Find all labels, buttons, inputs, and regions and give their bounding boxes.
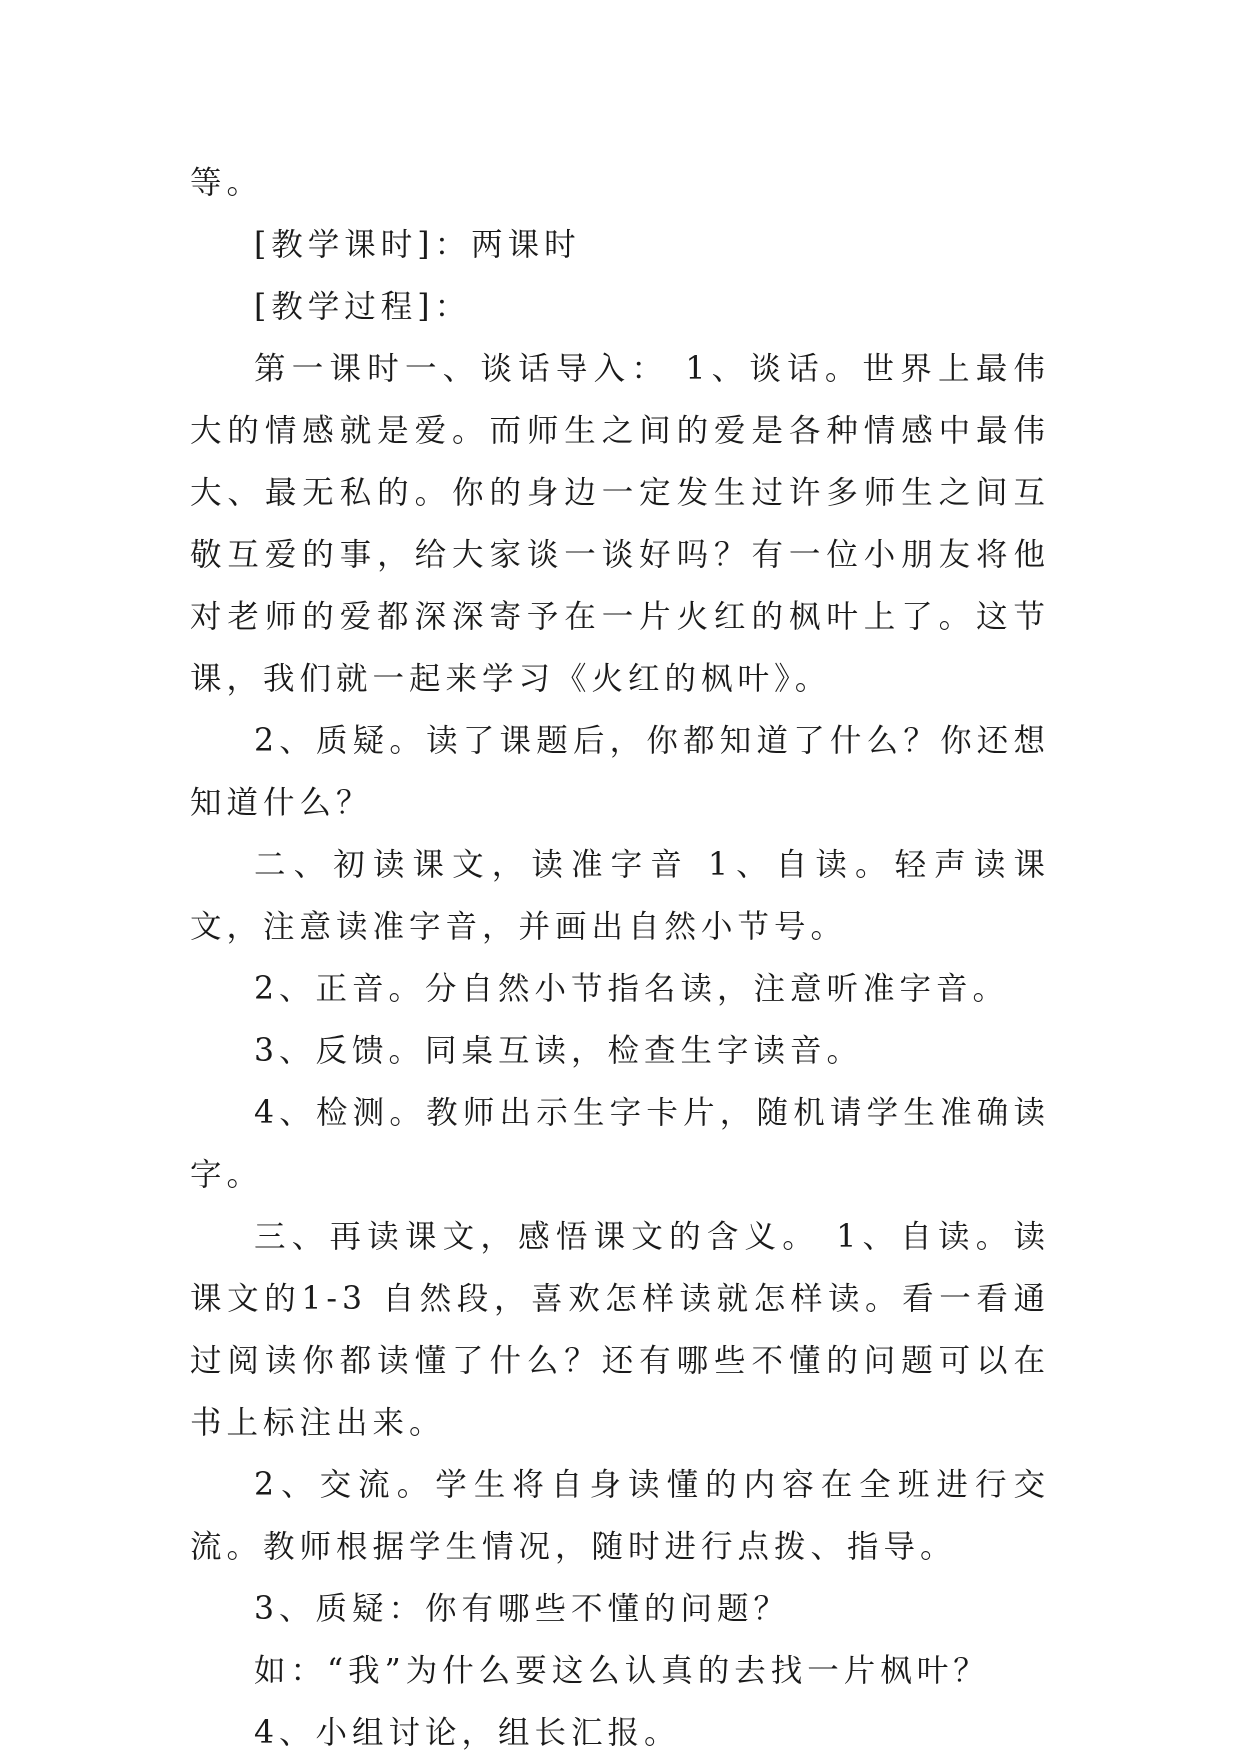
paragraph: 2、质疑。读了课题后，你都知道了什么？你还想知道什么？	[190, 723, 1050, 821]
paragraph: 3、反馈。同桌互读，检查生字读音。	[254, 1033, 864, 1069]
paragraph: 4、检测。教师出示生字卡片，随机请学生准确读字。	[190, 1095, 1050, 1193]
paragraph: 二、初读课文，读准字音 1、自读。轻声读课文，注意读准字音，并画出自然小节号。	[190, 847, 1050, 945]
paragraph: 如：“我”为什么要这么认真的去找一片枫叶？	[254, 1653, 990, 1689]
paragraph: 3、质疑：你有哪些不懂的问题？	[254, 1591, 791, 1627]
paragraph: 第一课时一、谈话导入： 1、谈话。世界上最伟大的情感就是爱。而师生之间的爱是各种情感中最伟大、最无私的。你的身边一定发生过许多师生之间互敬互爱的事，给大家谈一谈好吗？有一位小朋友将他对老师的爱都深深寄予在一片火红的枫叶上了。这节课，我们就一起来学习《火红的枫叶》。	[190, 351, 1050, 697]
paragraph: 2、正音。分自然小节指名读，注意听准字音。	[254, 971, 1010, 1007]
paragraph: [教学课时]：两课时	[254, 227, 581, 263]
document-body	[190, 152, 1050, 1764]
paragraph: 等。	[190, 165, 264, 201]
paragraph: 三、再读课文，感悟课文的含义。 1、自读。读课文的1-3 自然段，喜欢怎样读就怎样读。看一看通过阅读你都读懂了什么？还有哪些不懂的问题可以在书上标注出来。	[190, 1219, 1050, 1441]
paragraph: 2、交流。学生将自身读懂的内容在全班进行交流。教师根据学生情况，随时进行点拨、指导。	[190, 1467, 1050, 1565]
paragraph: 4、小组讨论，组长汇报。	[254, 1715, 681, 1751]
paragraph: [教学过程]：	[254, 289, 472, 325]
